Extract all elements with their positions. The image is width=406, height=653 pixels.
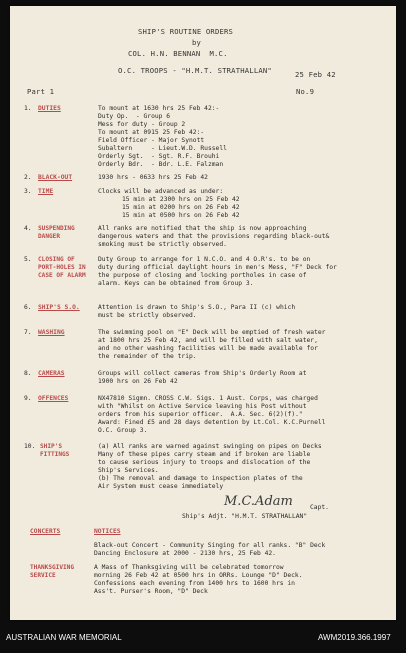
- section-line: 15 min at 0200 hrs on 26 Feb 42: [122, 204, 240, 211]
- section-line: 1930 hrs - 0633 hrs 25 Feb 42: [98, 174, 208, 181]
- section-line: (b) The removal and damage to inspection plates of the: [98, 475, 303, 482]
- section-title-duties: DUTIES: [38, 105, 61, 112]
- section-line: Orderly Bdr. - Bdr. L.E. Falzman: [98, 161, 224, 168]
- signature-rank: Capt.: [310, 504, 329, 511]
- signature-title: Ship's Adjt. "H.M.T. STRATHALLAN": [182, 513, 308, 520]
- section-line: duty during official daylight hours in men's Mess, "F" Deck for: [98, 264, 337, 271]
- section-number: 1.: [24, 105, 32, 112]
- officer-line: COL. H.N. BENNAN M.C.: [128, 49, 228, 58]
- handwritten-signature: M.C.Adam: [224, 494, 293, 509]
- footer-institution: AUSTRALIAN WAR MEMORIAL: [6, 633, 122, 642]
- document-date: 25 Feb 42: [295, 70, 336, 79]
- section-line: Subaltern - Lieut.W.D. Russell: [98, 145, 227, 152]
- section-title-ships-so: SHIP'S S.O.: [38, 304, 80, 311]
- thanksgiving-heading: THANKSGIVING SERVICE: [30, 564, 75, 579]
- section-line: Ship's Services.: [98, 467, 159, 474]
- section-line: 15 min at 2300 hrs on 25 Feb 42: [122, 196, 240, 203]
- section-line: 15 min at 0500 hrs on 26 Feb 42: [122, 212, 240, 219]
- section-line: the purpose of closing and locking portholes in case of: [98, 272, 307, 279]
- section-line: To mount at 0915 25 Feb 42:-: [98, 129, 205, 136]
- section-title-washing: WASHING: [38, 329, 65, 336]
- thanksgiving-line: Confessions each evening from 1400 hrs to 1600 hrs in: [94, 580, 295, 587]
- section-line: NX47810 Sigmn. CROSS C.W. Sigs. 1 Aust. Corps, was charged: [98, 395, 318, 402]
- section-number: 9.: [24, 395, 32, 402]
- section-line: O.C. Group 3.: [98, 427, 148, 434]
- section-line: Attention is drawn to Ship's S.O., Para II (c) which: [98, 304, 296, 311]
- section-line: Groups will collect cameras from Ship's Orderly Room at: [98, 370, 307, 377]
- section-line: Duty Op. - Group 6: [98, 113, 171, 120]
- document-page: [10, 6, 396, 620]
- document-title: SHIP'S ROUTINE ORDERS: [138, 27, 234, 36]
- oc-line: O.C. TROOPS - "H.M.T. STRATHALLAN": [118, 66, 272, 75]
- section-number: 6.: [24, 304, 32, 311]
- order-number: No.9: [296, 87, 315, 96]
- section-line: Award: Fined £5 and 28 days detention by Lt.Col. K.C.Purnell: [98, 419, 326, 426]
- section-line: with "Whilst on Active Service leaving his Post without: [98, 403, 307, 410]
- section-line: To mount at 1630 hrs 25 Feb 42:-: [98, 105, 220, 112]
- thanksgiving-line: A Mass of Thanksgiving will be celebrated tomorrow: [94, 564, 284, 571]
- concert-line: Dancing Enclosure at 2000 - 2130 hrs, 25 Feb 42.: [94, 550, 276, 557]
- section-line: alarm. Keys can be obtained from Group 3.: [98, 280, 254, 287]
- section-title-offences: OFFENCES: [38, 395, 69, 402]
- section-line: All ranks are notified that the ship is now approaching: [98, 225, 307, 232]
- section-title-time: TIME: [38, 188, 54, 195]
- section-line: to cause serious injury to troops and dislocation of the: [98, 459, 311, 466]
- section-line: Mess for duty - Group 2: [98, 121, 186, 128]
- section-number: 7.: [24, 329, 32, 336]
- by-line: by: [192, 38, 202, 47]
- section-line: orders from his superior officer. A.A. Sec. 6(2)(f).": [98, 411, 303, 418]
- notices-heading: NOTICES: [94, 528, 121, 535]
- footer-accession-number: AWM2019.366.1997: [318, 633, 391, 642]
- section-line: 1900 hrs on 26 Feb 42: [98, 378, 178, 385]
- section-title-blackout: BLACK-OUT: [38, 174, 73, 181]
- section-line: Many of these pipes carry steam and if broken are liable: [98, 451, 311, 458]
- section-line: Air System must cease immediately: [98, 483, 224, 490]
- section-line: Field Officer - Major Synott: [98, 137, 205, 144]
- part-label: Part 1: [27, 87, 55, 96]
- section-number: 3.: [24, 188, 32, 195]
- section-number: 10.: [24, 443, 36, 450]
- section-title-fittings: SHIP'S FITTINGS: [40, 443, 70, 458]
- section-line: and no other washing facilities will be made available for: [98, 345, 318, 352]
- section-line: Orderly Sgt. - Sgt. R.F. Brouhi: [98, 153, 220, 160]
- section-line: dangerous waters and that the provisions regarding black-out&: [98, 233, 330, 240]
- section-line: The swimming pool on "E" Deck will be emptied of fresh water: [98, 329, 326, 336]
- thanksgiving-line: morning 26 Feb 42 at 0500 hrs in ORRs. Lounge "D" Deck.: [94, 572, 303, 579]
- section-line: Clocks will be advanced as under:: [98, 188, 224, 195]
- thanksgiving-line: Ass't. Purser's Room, "D" Deck: [94, 588, 208, 595]
- section-line: smoking must be strictly observed.: [98, 241, 227, 248]
- section-number: 5.: [24, 256, 32, 263]
- section-title-portholes: CLOSING OF PORT-HOLES IN CASE OF ALARM: [38, 256, 86, 279]
- section-line: (a) All ranks are warned against swinging on pipes on Decks: [98, 443, 322, 450]
- section-number: 4.: [24, 225, 32, 232]
- section-line: Duty Group to arrange for 1 N.C.O. and 4 O.R's. to be on: [98, 256, 311, 263]
- concert-line: Black-out Concert - Community Singing for all ranks. "B" Deck: [94, 542, 326, 549]
- section-title-danger: SUSPENDING DANGER: [38, 225, 75, 240]
- concerts-heading: CONCERTS: [30, 528, 61, 535]
- section-number: 8.: [24, 370, 32, 377]
- section-line: at 1800 hrs 25 Feb 42, and will be filled with salt water,: [98, 337, 318, 344]
- section-number: 2.: [24, 174, 32, 181]
- section-title-cameras: CAMERAS: [38, 370, 65, 377]
- section-line: must be strictly observed.: [98, 312, 197, 319]
- section-line: the remainder of the trip.: [98, 353, 197, 360]
